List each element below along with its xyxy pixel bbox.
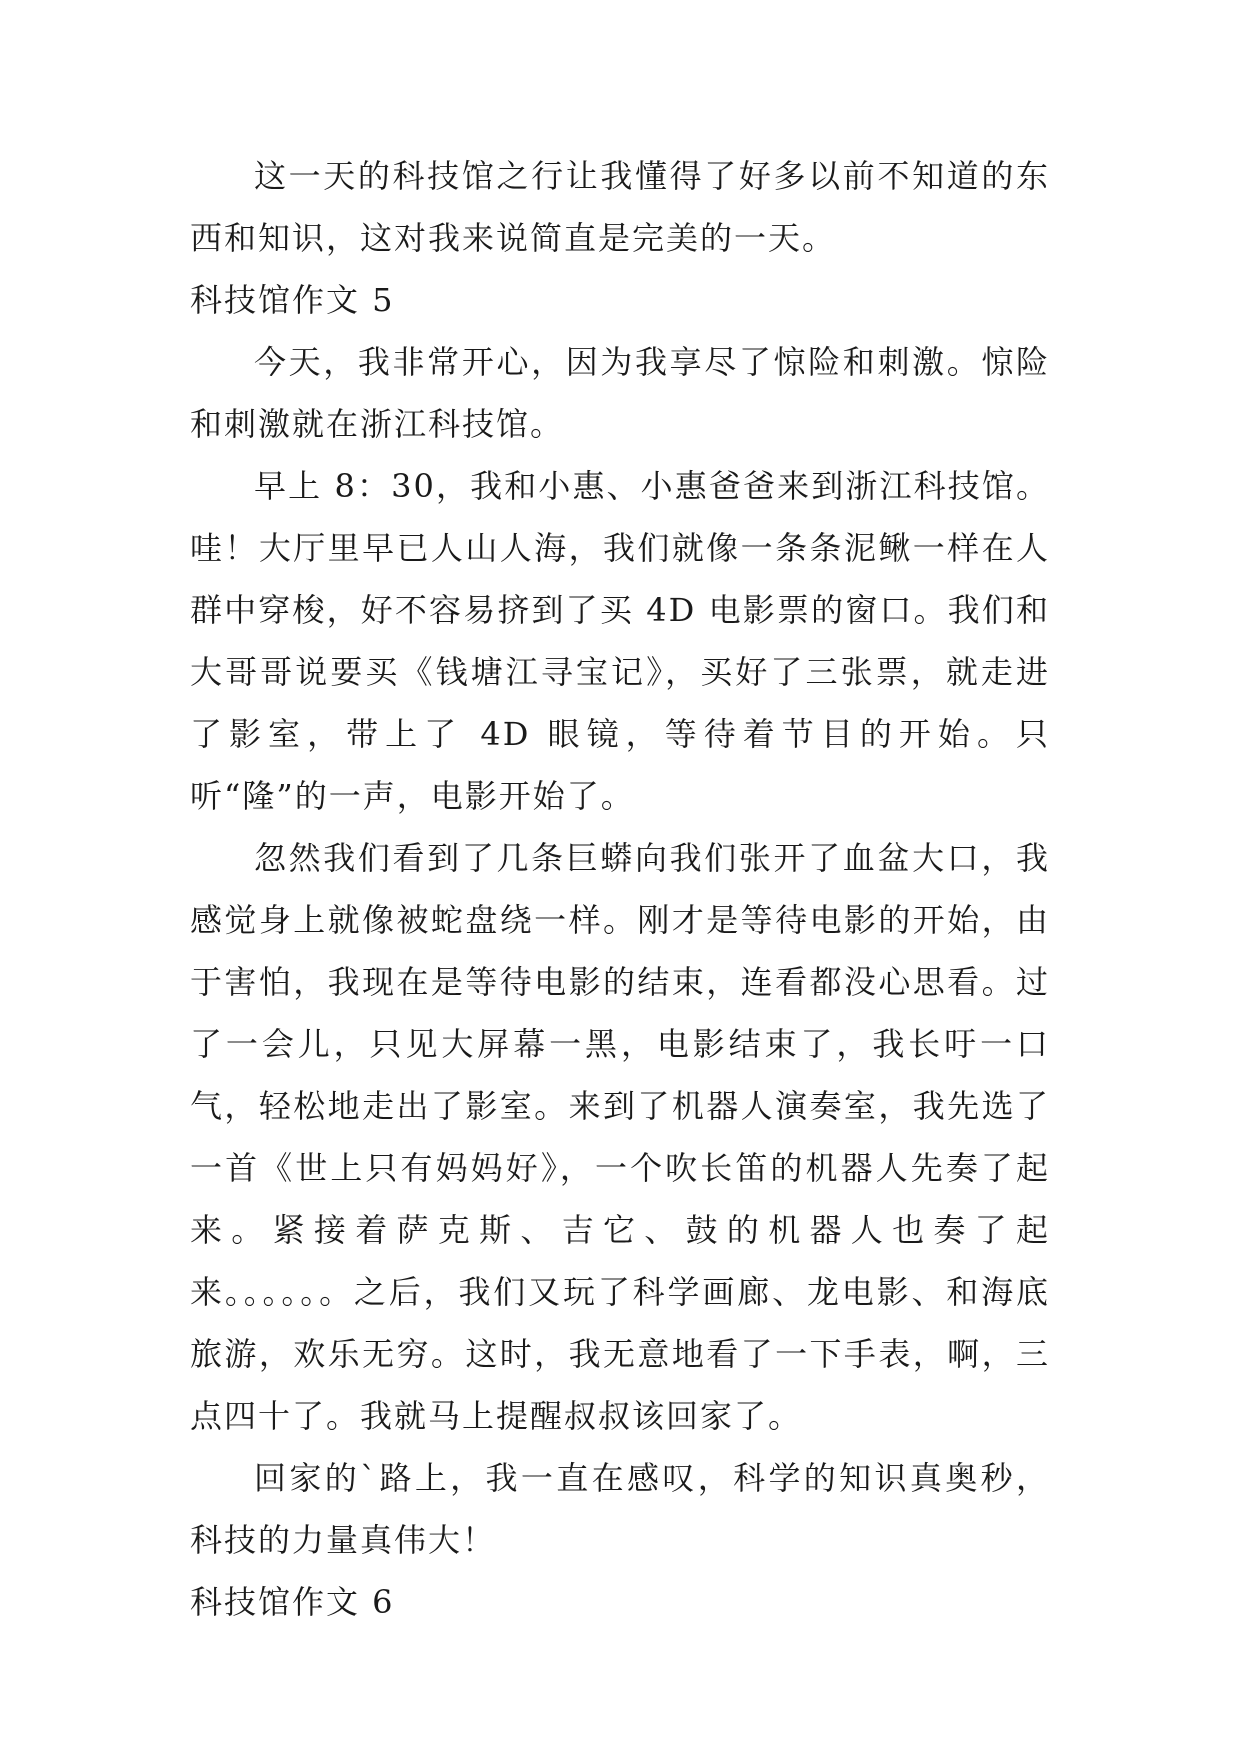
paragraph: 这一天的科技馆之行让我懂得了好多以前不知道的东西和知识，这对我来说简直是完美的一天。 — [190, 157, 1050, 257]
section-heading: 科技馆作文 6 — [190, 1583, 395, 1621]
document-body — [190, 145, 1050, 1633]
paragraph: 今天，我非常开心，因为我享尽了惊险和刺激。惊险和刺激就在浙江科技馆。 — [190, 343, 1050, 443]
section-heading: 科技馆作文 5 — [190, 281, 395, 319]
paragraph: 回家的`路上，我一直在感叹，科学的知识真奥秒，科技的力量真伟大！ — [190, 1459, 1050, 1559]
paragraph: 忽然我们看到了几条巨蟒向我们张开了血盆大口，我感觉身上就像被蛇盘绕一样。刚才是等待电影的开始，由于害怕，我现在是等待电影的结束，连看都没心思看。过了一会儿，只见大屏幕一黑，电影结束了，我长吁一口气，轻松地走出了影室。来到了机器人演奏室，我先选了一首《世上只有妈妈好》，一个吹长笛的机器人先奏了起来。紧接着萨克斯、吉它、鼓的机器人也奏了起来。。。。。。之后，我们又玩了科学画廊、龙电影、和海底旅游，欢乐无穷。这时，我无意地看了一下手表，啊，三点四十了。我就马上提醒叔叔该回家了。 — [190, 839, 1050, 1435]
paragraph: 早上 8：30，我和小惠、小惠爸爸来到浙江科技馆。哇！大厅里早已人山人海，我们就像一条条泥鳅一样在人群中穿梭，好不容易挤到了买 4D 电影票的窗口。我们和大哥哥说要买《钱塘江寻宝记》，买好了三张票，就走进了影室，带上了 4D 眼镜，等待着节目的开始。只听“隆”的一声，电影开始了。 — [190, 467, 1050, 815]
